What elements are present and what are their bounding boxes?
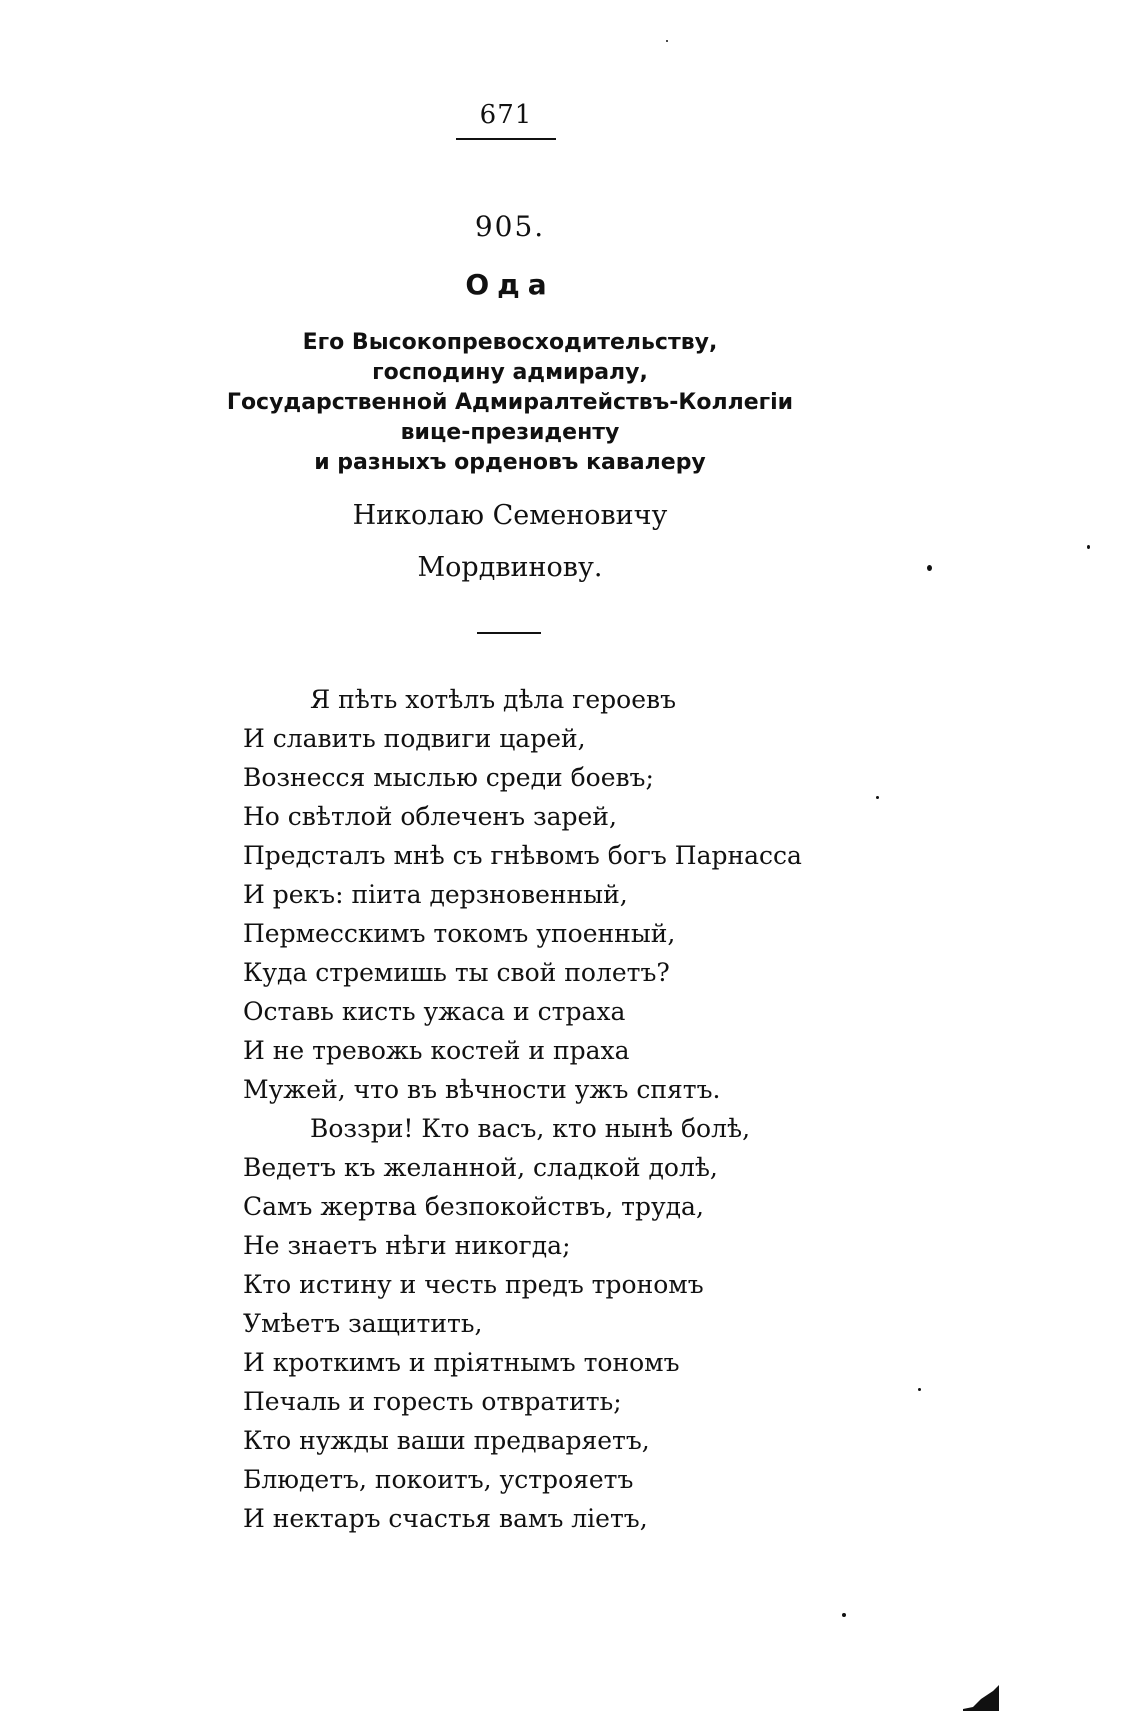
poem-number: 905. [474, 210, 546, 243]
dedication-line: Его Высокопревосходительству, [302, 330, 718, 355]
verse-line: И рекъ: піита дерзновенный, [243, 880, 628, 909]
verse-line: И не тревожь костей и праха [243, 1036, 630, 1065]
scan-speck [1087, 545, 1090, 549]
verse-line: Пермесскимъ токомъ упоенный, [243, 919, 676, 948]
verse-line: Самъ жертва безпокойствъ, труда, [243, 1192, 704, 1221]
verse-line: Кто нужды ваши предваряетъ, [243, 1426, 650, 1455]
page-number: 671 [479, 100, 533, 130]
verse-line: Но свѣтлой облеченъ зарей, [243, 802, 617, 831]
verse-line: Кто истину и честь предъ трономъ [243, 1270, 704, 1299]
verse-line: Ведетъ къ желанной, сладкой долѣ, [243, 1153, 718, 1182]
verse-line: Блюдетъ, покоитъ, устрояетъ [243, 1465, 634, 1494]
verse-line: Куда стремишь ты свой полетъ? [243, 958, 670, 987]
page-number-rule [456, 138, 556, 140]
verse-line: И кроткимъ и пріятнымъ тономъ [243, 1348, 680, 1377]
dedication-block [200, 328, 820, 478]
scan-speck [927, 565, 932, 571]
verse-line: Я пѣть хотѣлъ дѣла героевъ [310, 685, 676, 714]
section-divider [477, 632, 541, 634]
poem-title: Ода [465, 268, 555, 301]
verse-line: Предсталъ мнѣ съ гнѣвомъ богъ Парнасса [243, 841, 802, 870]
verse-line: Мужей, что въ вѣчности ужъ спятъ. [243, 1075, 721, 1104]
scan-corner-mark [963, 1685, 999, 1711]
dedication-line: вице-президенту [400, 420, 620, 445]
verse-line: И нектаръ счастья вамъ ліетъ, [243, 1504, 648, 1533]
verse-line: Печаль и горесть отвратить; [243, 1387, 622, 1416]
scan-speck [842, 1613, 846, 1617]
dedication-line: и разныхъ орденовъ кавалеру [314, 450, 706, 475]
verse-line: Вознесся мыслью среди боевъ; [243, 763, 654, 792]
scan-speck [918, 1388, 921, 1391]
dedication-line: Государственной Адмиралтействъ-Коллегіи [226, 390, 794, 415]
verse-block [243, 680, 843, 1538]
dedicatee-first-name: Николаю Семеновичу [352, 500, 668, 531]
verse-line: И славить подвиги царей, [243, 724, 586, 753]
verse-line: Не знаетъ нѣги никогда; [243, 1231, 571, 1260]
dedication-line: господину адмиралу, [372, 360, 648, 385]
verse-line: Умѣетъ защитить, [243, 1309, 483, 1338]
verse-line: Оставь кисть ужаса и страха [243, 997, 626, 1026]
verse-line: Воззри! Кто васъ, кто нынѣ болѣ, [310, 1114, 751, 1143]
scan-speck [666, 40, 668, 42]
dedicatee-surname: Мордвинову. [417, 552, 603, 583]
scan-speck [876, 796, 879, 799]
